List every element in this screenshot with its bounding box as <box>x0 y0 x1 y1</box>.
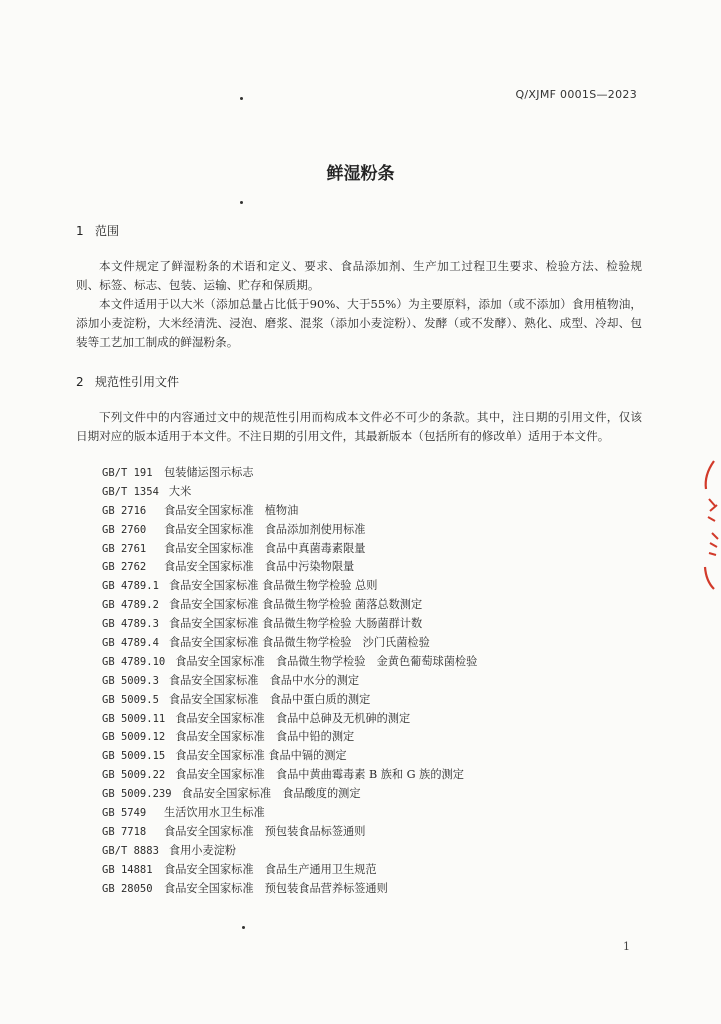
section-1-paragraph-1: 本文件规定了鲜湿粉条的术语和定义、要求、食品添加剂、生产加工过程卫生要求、检验方法、检验规则、标签、标志、包装、运输、贮存和保质期。 <box>76 259 642 292</box>
reference-item <box>102 766 477 785</box>
reference-item <box>102 691 477 710</box>
reference-title: 包装储运图示标志 <box>164 466 254 479</box>
reference-item <box>102 785 477 804</box>
reference-title: 食品安全国家标准 食品中真菌毒素限量 <box>164 541 366 555</box>
section-2-intro: 下列文件中的内容通过文中的规范性引用而构成本文件必不可少的条款。其中，注日期的引用文件，仅该日期对应的版本适用于本文件。不注日期的引用文件，其最新版本（包括所有的修改单）适用于本文件。 <box>76 410 642 443</box>
reference-code: GB 14881 <box>102 863 153 876</box>
reference-code: GB 5009.22 <box>102 769 166 782</box>
doc-code: Q/XJMF 0001S—2023 <box>515 88 637 101</box>
reference-title: 生活饮用水卫生标准 <box>164 806 265 820</box>
reference-title: 食品安全国家标准 食品微生物学检验 菌落总数测定 <box>168 598 423 612</box>
reference-title: 食品安全国家标准 食品中水分的测定 <box>168 673 360 687</box>
reference-title: 食品安全国家标准 食品中黄曲霉毒素 B 族和 G 族的测定 <box>175 768 464 782</box>
reference-title: 食品安全国家标准 植物油 <box>164 503 299 517</box>
reference-item <box>102 558 477 577</box>
reference-title: 食品安全国家标准 食品中污染物限量 <box>164 560 355 574</box>
section-1-title: 范围 <box>95 224 120 238</box>
section-2-number: 2 <box>76 375 84 389</box>
reference-item <box>102 634 477 653</box>
reference-title: 食品安全国家标准 预包装食品营养标签通则 <box>164 881 388 895</box>
reference-code: GB 5009.11 <box>102 712 166 725</box>
reference-item <box>102 521 477 540</box>
reference-item <box>102 672 477 691</box>
reference-title: 食品安全国家标准 食品中铅的测定 <box>175 730 355 744</box>
reference-item <box>102 615 477 634</box>
reference-item <box>102 842 477 861</box>
reference-code: GB 28050 <box>102 882 153 895</box>
reference-code: GB 4789.1 <box>102 580 159 593</box>
reference-code: GB 2716 <box>102 504 147 517</box>
reference-title: 食品安全国家标准 食品微生物学检验 沙门氏菌检验 <box>168 636 430 650</box>
section-1-paragraph-2: 本文件适用于以大米（添加总量占比低于90%、大于55%）为主要原料，添加（或不添加）食用植物油，添加小麦淀粉，大米经清洗、浸泡、磨浆、混浆（添加小麦淀粉）、发酵（或不发酵）、熟化、成型、冷却、包装等工艺加工制成的鲜湿粉条。 <box>76 297 642 349</box>
reference-title: 食品安全国家标准 食品中总砷及无机砷的测定 <box>175 711 411 725</box>
scan-dot <box>242 926 245 929</box>
reference-code: GB 4789.10 <box>102 655 166 668</box>
reference-title: 食品安全国家标准 食品生产通用卫生规范 <box>164 862 377 876</box>
reference-code: GB 4789.2 <box>102 599 159 612</box>
reference-title: 大米 <box>168 484 192 498</box>
reference-title: 食品安全国家标准 食品中镉的测定 <box>175 749 347 763</box>
reference-item <box>102 728 477 747</box>
reference-code: GB/T 191 <box>102 467 153 479</box>
reference-title: 食品安全国家标准 食品中蛋白质的测定 <box>168 692 371 706</box>
section-2-title: 规范性引用文件 <box>95 375 180 389</box>
reference-item <box>102 577 477 596</box>
reference-code: GB 5009.3 <box>102 674 159 687</box>
section-1-heading <box>76 222 119 239</box>
reference-item <box>102 747 477 766</box>
reference-item <box>102 483 477 502</box>
reference-title: 食品安全国家标准 食品微生物学检验 大肠菌群计数 <box>168 617 423 631</box>
reference-item <box>102 464 477 483</box>
reference-title: 食品安全国家标准 食品微生物学检验 金黄色葡萄球菌检验 <box>175 654 478 668</box>
reference-code: GB 5009.5 <box>102 693 159 706</box>
reference-title: 食品安全国家标准 食品酸度的测定 <box>181 787 361 801</box>
reference-code: GB 7718 <box>102 825 147 838</box>
reference-code: GB 5749 <box>102 807 147 820</box>
reference-item <box>102 804 477 823</box>
reference-code: GB 5009.12 <box>102 731 166 744</box>
section-1-number: 1 <box>76 224 84 238</box>
reference-code: GB 4789.3 <box>102 618 159 631</box>
reference-title: 食品安全国家标准 预包装食品标签通则 <box>164 824 366 838</box>
reference-code: GB/T 8883 <box>102 844 159 857</box>
reference-item <box>102 540 477 559</box>
reference-code: GB 4789.4 <box>102 637 159 650</box>
reference-code: GB 5009.239 <box>102 788 172 801</box>
reference-title: 食品安全国家标准 食品添加剂使用标准 <box>164 522 366 536</box>
reference-item <box>102 502 477 521</box>
reference-item <box>102 710 477 729</box>
page-title: 鲜湿粉条 <box>326 164 395 184</box>
reference-item <box>102 823 477 842</box>
page-number: 1 <box>623 940 630 953</box>
reference-list <box>102 464 477 898</box>
scan-dot <box>240 201 243 204</box>
section-2-heading <box>76 373 179 390</box>
reference-code: GB 5009.15 <box>102 750 166 763</box>
reference-item <box>102 596 477 615</box>
reference-code: GB/T 1354 <box>102 485 159 498</box>
reference-code: GB 2761 <box>102 542 147 555</box>
reference-code: GB 2762 <box>102 561 147 574</box>
reference-item <box>102 880 477 899</box>
reference-title: 食用小麦淀粉 <box>168 843 237 857</box>
reference-code: GB 2760 <box>102 523 147 536</box>
scan-dot <box>240 97 243 100</box>
reference-item <box>102 653 477 672</box>
red-seal-fragment <box>700 455 721 595</box>
reference-title: 食品安全国家标准 食品微生物学检验 总则 <box>168 579 378 593</box>
reference-item <box>102 861 477 880</box>
